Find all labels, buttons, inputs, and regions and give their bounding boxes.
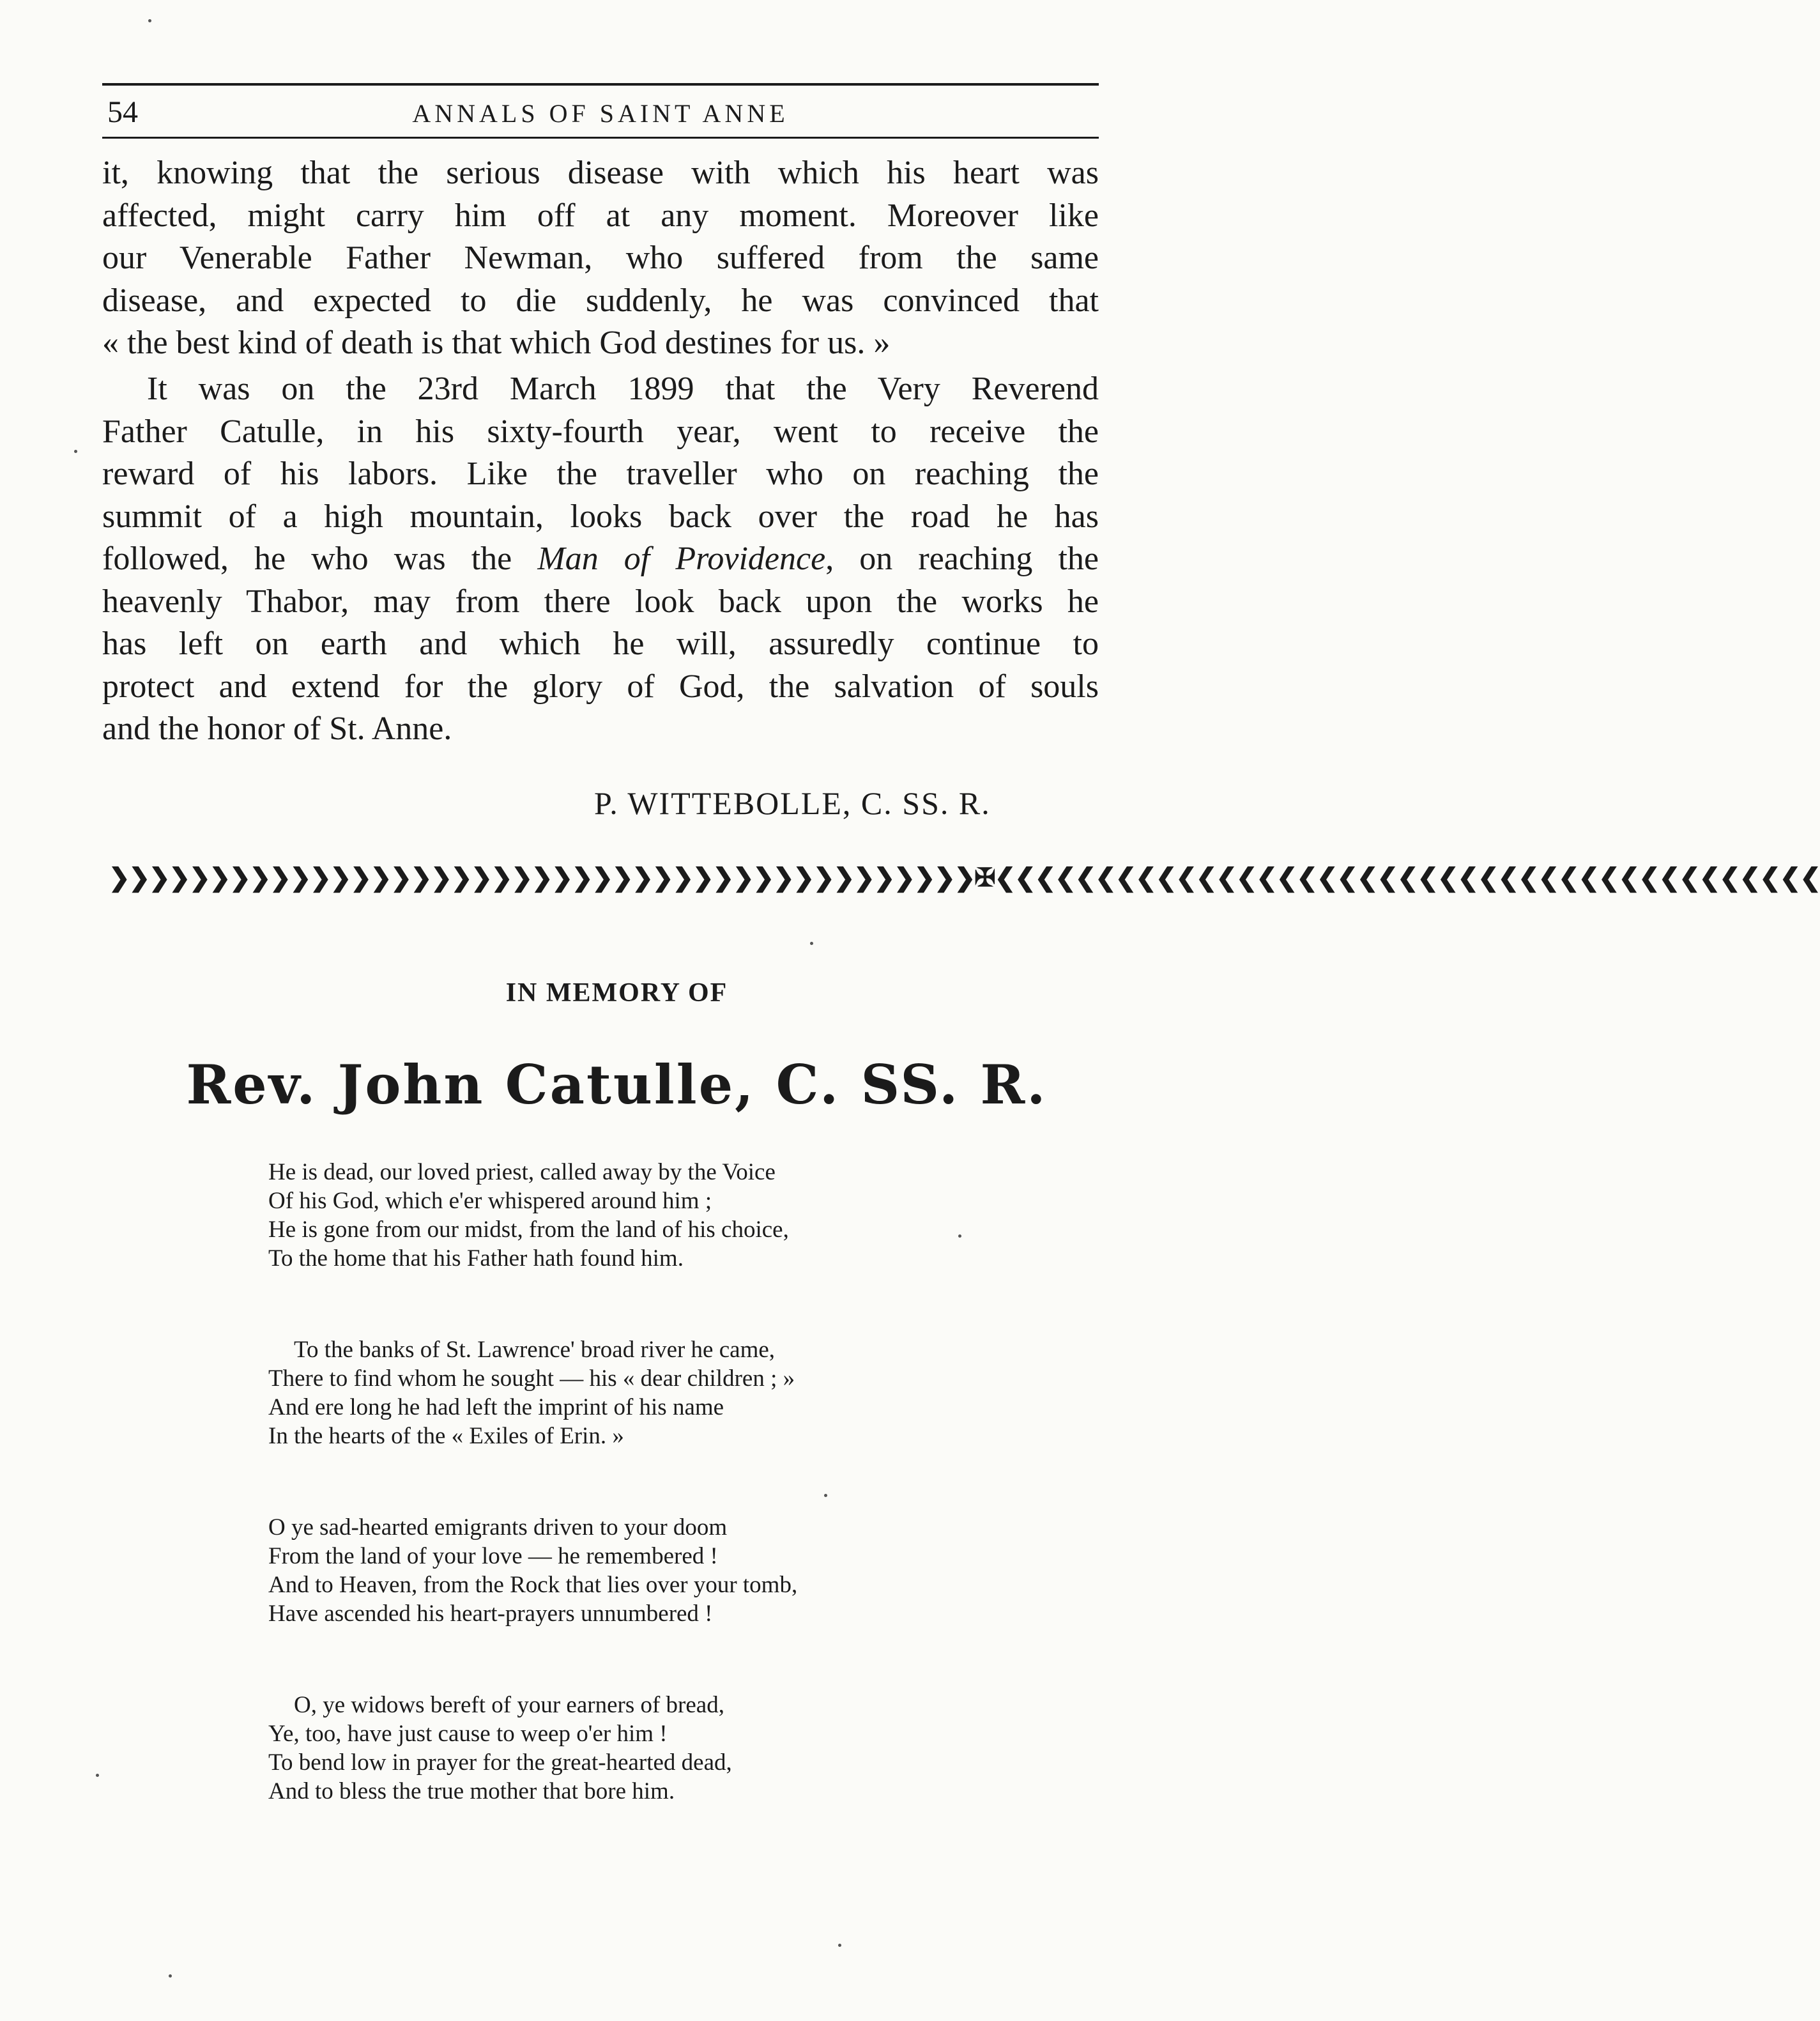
text-line: our Venerable Father Newman, who suffered from the same (102, 240, 1099, 276)
text-line: protect and extend for the glory of God, the salvation of souls (102, 668, 1099, 705)
scan-speck (958, 1234, 961, 1238)
poem-line: There to find whom he sought — his « dear children ; » (268, 1365, 795, 1392)
page-number: 54 (107, 95, 138, 129)
poem-stanza-3 (268, 1513, 945, 1628)
header-bottom-rule (102, 137, 1099, 139)
text-line: reward of his labors. Like the traveller who on reaching the (102, 456, 1099, 492)
text-line-with-italic: followed, he who was the Man of Providence, on reaching the (102, 541, 1099, 577)
memorial-heading: IN MEMORY OF (505, 978, 728, 1008)
poem-stanza-1 (268, 1158, 945, 1273)
poem-line: And to bless the true mother that bore him. (268, 1778, 675, 1804)
poem-line: In the hearts of the « Exiles of Erin. » (268, 1423, 624, 1449)
text-line: has left on earth and which he will, assuredly continue to (102, 626, 1099, 662)
poem-line: O, ye widows bereft of your earners of bread, (294, 1692, 724, 1718)
scan-speck (810, 942, 813, 945)
poem-line: And to Heaven, from the Rock that lies over your tomb, (268, 1572, 798, 1598)
italic-phrase: Man of Providence (537, 541, 826, 577)
text-line: affected, might carry him off at any moment. Moreover like (102, 197, 1099, 234)
header-top-rule (102, 83, 1099, 86)
text-line: disease, and expected to die suddenly, he was convinced that (102, 282, 1099, 319)
scan-speck (148, 19, 151, 22)
scan-speck (838, 1944, 841, 1947)
text-line: and the honor of St. Anne. (102, 711, 452, 747)
poem-line: He is dead, our loved priest, called away by the Voice (268, 1159, 776, 1185)
scan-speck (169, 1974, 172, 1978)
poem-line: O ye sad-hearted emigrants driven to your doom (268, 1514, 728, 1541)
poem-line: To bend low in prayer for the great-hearted dead, (268, 1749, 732, 1776)
memorial-name: Rev. John Catulle, C. SS. R. (186, 1053, 1048, 1116)
scan-speck (824, 1494, 827, 1497)
poem-stanza-2 (268, 1335, 945, 1450)
text-line: It was on the 23rd March 1899 that the Very Reverend (147, 371, 1099, 407)
author-signature: P. WITTEBOLLE, C. SS. R. (594, 785, 991, 821)
page-header (102, 95, 1099, 133)
paragraph-2 (102, 368, 1099, 751)
paragraph-1 (102, 152, 1099, 365)
text-line: « the best kind of death is that which God destines for us. » (102, 325, 891, 361)
text-line: summit of a high mountain, looks back over the road he has (102, 498, 1099, 535)
poem-line: From the land of your love — he remembered ! (268, 1543, 718, 1569)
scan-speck (74, 450, 77, 453)
poem-line: Have ascended his heart-prayers unnumbered ! (268, 1601, 713, 1627)
running-head: ANNALS OF SAINT ANNE (412, 99, 789, 128)
text-line: it, knowing that the serious disease with which his heart was (102, 155, 1099, 191)
poem-line: To the home that his Father hath found him. (268, 1245, 684, 1272)
poem-line: He is gone from our midst, from the land of his choice, (268, 1217, 789, 1243)
poem-line: Ye, too, have just cause to weep o'er him ! (268, 1721, 668, 1747)
poem-stanza-4 (268, 1691, 945, 1806)
poem-line: Of his God, which e'er whispered around him ; (268, 1188, 712, 1214)
scan-speck (96, 1774, 99, 1777)
poem-line: To the banks of St. Lawrence' broad river he came, (294, 1337, 776, 1363)
ornamental-divider: ❯❯❯❯❯❯❯❯❯❯❯❯❯❯❯❯❯❯❯❯❯❯❯❯❯❯❯❯❯❯❯❯❯❯❯❯❯❯❯❯❯❯❯✠❮❮❮❮❮❮❮❮❮❮❮❮❮❮❮❮❮❮❮❮❮❮❮❮❮❮❮❮❮❮❮❮❮❮❮❮❮❮❮❮❮ (109, 863, 1820, 892)
poem-line: And ere long he had left the imprint of his name (268, 1394, 724, 1420)
text-line: Father Catulle, in his sixty-fourth year, went to receive the (102, 413, 1099, 450)
text-line: heavenly Thabor, may from there look back upon the works he (102, 583, 1099, 620)
